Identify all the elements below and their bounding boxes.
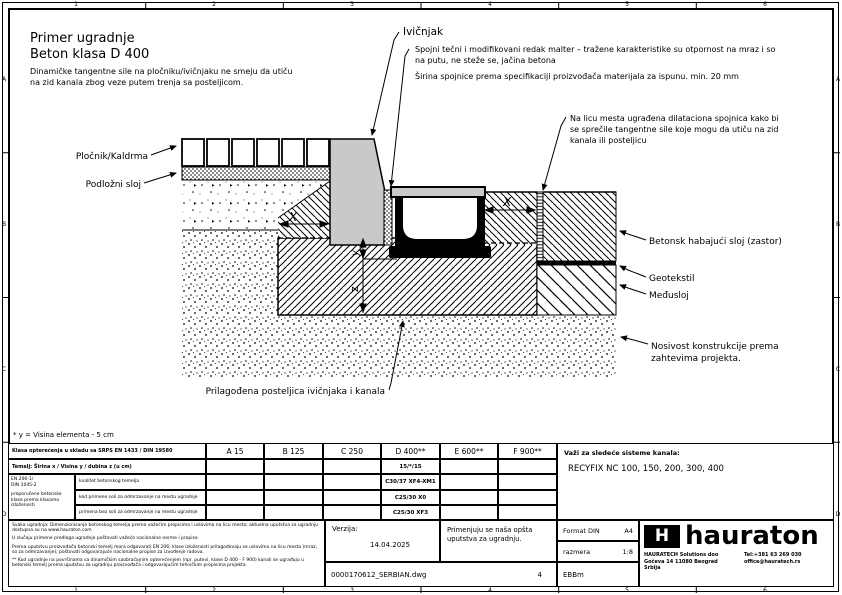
zone-row-label: C [835, 366, 841, 373]
valid-systems-cell [557, 443, 834, 520]
scale-cell [557, 541, 639, 562]
label-nosivost-line2: zahtevima projekta. [651, 354, 741, 364]
concrete-d400-frost: C25/30 XF3 [381, 505, 440, 520]
foundation-dims-d400: 15/*/15 [381, 459, 440, 474]
foundation-dims-header: Temelj: Širina x / Visina y / dubina z (u cm) [8, 459, 206, 474]
empty-cell [498, 490, 557, 505]
empty-cell [323, 490, 381, 505]
label-dilatacija-line3: kanala ili posteljicu [570, 136, 647, 145]
zone-row-label: B [1, 221, 7, 228]
brand-country: Srbija [644, 565, 661, 571]
zone-row-label: D [835, 511, 841, 518]
wearing-course [543, 192, 616, 261]
label-plocnik: Pločnik/Kaldrma [75, 152, 148, 162]
leader-betonsk [620, 231, 646, 240]
disclaimer-paragraph: Svaka ugradnja: Dimenzionisanje betonskog temelja prema važećim propisima i uslovima na licu mesta; aktuelna uputstva za ugradnju dostupna su na www.hauraton.com [12, 523, 319, 534]
empty-cell [440, 474, 498, 490]
disclaimer-paragraph: U slučaju primene predloga ugradnje poštovati važeće nacionalne norme i propise. [12, 536, 200, 542]
class-f900: F 900** [498, 443, 557, 459]
subgrade-bottom [182, 315, 616, 377]
concrete-row-label: kvalitet betonskog temelja [75, 474, 206, 490]
installation-note-line1: Primenjuju se naša opšta [447, 526, 533, 534]
empty-cell [206, 490, 264, 505]
zone-row-label: D [1, 511, 7, 518]
empty-cell [498, 474, 557, 490]
load-class-header: Klasa opterećenja u skladu sa SRPS EN 1433 / DIN 19580 [8, 443, 206, 459]
mortar-joint [384, 190, 392, 245]
label-dilatacija-line1: Na licu mesta ugrađena dilataciona spojnica kako bi [570, 114, 779, 123]
page-title: Primer ugradnje [30, 31, 135, 46]
zone-col-label: 4 [488, 1, 492, 8]
version-label: Verzija: [332, 525, 358, 533]
zone-col-label: 1 [74, 587, 78, 594]
zone-col-label: 3 [350, 1, 354, 8]
class-a15: A 15 [206, 443, 264, 459]
zone-col-label: 2 [212, 587, 216, 594]
standard-line1: EN 206-1/ [11, 477, 34, 482]
class-c250: C 250 [323, 443, 381, 459]
drawing-filename: 0000170612_SERBIAN.dwg [331, 570, 427, 579]
empty-cell [206, 459, 264, 474]
zone-row-label: C [1, 366, 7, 373]
footnote: * y = Visina elementa - 5 cm [13, 431, 114, 439]
leader-dilatacija [543, 117, 566, 190]
version-date: 14.04.2025 [370, 541, 411, 549]
hauraton-logo-icon: H [644, 525, 680, 548]
label-ivicnjak: Ivičnjak [403, 26, 444, 38]
zone-col-label: 4 [488, 587, 492, 594]
empty-cell [323, 505, 381, 520]
zone-col-label: 1 [74, 1, 78, 8]
zone-row-label: B [835, 221, 841, 228]
title-note-line1: Dinamičke tangentne sile na pločniku/ivičnjaku ne smeju da utiču [30, 67, 293, 76]
empty-cell [498, 505, 557, 520]
label-posteljica: Prilagođena posteljica ivičnjaka i kanala [205, 387, 385, 397]
zone-row-label: A [1, 76, 7, 83]
leader-medjusloj [620, 285, 646, 294]
brand-phone: Tel:+381 63 269 030 [744, 552, 802, 558]
drawing-code: EBBm [563, 570, 584, 579]
concrete-row-label: primena bez soli za odmrzavanje na mestu ugradnje [75, 505, 206, 520]
concrete-standard-cell [8, 474, 75, 520]
dim-label-x-right: X [503, 195, 512, 209]
zone-row-label: A [835, 76, 841, 83]
format-label: Format DIN [563, 526, 600, 535]
code-cell [557, 562, 639, 587]
empty-cell [264, 505, 323, 520]
leader-podlozni [144, 173, 176, 183]
class-e600: E 600** [440, 443, 498, 459]
installation-note-line2: uputstva za ugradnju. [447, 535, 522, 543]
scale-label: razmera [563, 547, 591, 556]
filename-cell [325, 562, 557, 587]
zone-col-label: 5 [625, 1, 629, 8]
empty-cell [323, 474, 381, 490]
title-note-line2: na zid kanala zbog veze putem trenja sa posteljicom. [30, 78, 244, 87]
brand-block [639, 520, 834, 587]
zone-col-label: 3 [350, 587, 354, 594]
format-value: A4 [624, 526, 633, 535]
dim-label-z: z [348, 286, 361, 292]
label-spojni-line1: Spojni tečni i modifikovani redak malter – tražene karakteristike su otpornost na mraz i so [415, 45, 776, 54]
zone-col-label: 2 [212, 1, 216, 8]
format-cell [557, 520, 639, 541]
hauraton-logo [644, 521, 829, 551]
channel-interior [403, 197, 477, 239]
concrete-d400-deicing: C25/30 X0 [381, 490, 440, 505]
valid-systems-label: Važi za sledeće sisteme kanala: [564, 449, 680, 457]
standard-note: preporučene betonske klase prema klasama izloženosti [11, 492, 62, 508]
version-cell [325, 520, 440, 562]
brand-company: HAURATECH Solutions doo [644, 552, 719, 558]
geotextile-line [537, 261, 616, 265]
leader-spojni [391, 49, 409, 186]
standard-line2: DIN 1045-2 [11, 482, 37, 488]
leader-nosivost [621, 337, 648, 344]
empty-cell [264, 459, 323, 474]
zone-col-label: 6 [763, 587, 767, 594]
brand-address [644, 552, 829, 572]
label-podlozni: Podložni sloj [85, 180, 141, 190]
zone-col-label: 6 [763, 1, 767, 8]
paving-blocks [182, 139, 329, 166]
hauraton-wordmark: hauraton [685, 521, 819, 551]
scale-value: 1:8 [622, 547, 633, 556]
page-subtitle: Beton klasa D 400 [30, 47, 150, 62]
disclaimer-paragraph: ** Kod ugradnje na površinama sa dinamičkim saobraćajnim opterećenjem (npr. putevi, klase D 400 - F 900) kanali se ugrađuju u betonski temelj prema uputstvu za ugradnju proizvođača i odgovarajućim tehničkim propisima projekta. [12, 558, 304, 569]
curb-stone [330, 139, 385, 245]
installation-note-cell [440, 520, 557, 562]
label-dilatacija-line2: se sprečile tangentne sile koje mogu da utiču na zid [570, 125, 779, 134]
brand-street-city: Gočeva 14 11080 Beograd [644, 558, 718, 565]
concrete-row-label: kod primene soli za odmrzavanje na mestu ugradnje [75, 490, 206, 505]
empty-cell [264, 474, 323, 490]
label-betonsk: Betonsk habajući sloj (zastor) [649, 237, 782, 247]
sheet-number: 4 [537, 570, 542, 579]
dim-label-y: y [350, 250, 361, 256]
dim-label-x-left: X [289, 210, 298, 224]
empty-cell [323, 459, 381, 474]
valid-systems-value: RECYFIX NC 100, 150, 200, 300, 400 [568, 464, 724, 474]
leader-plocnik [151, 146, 176, 155]
disclaimer-block [8, 520, 325, 587]
disclaimer-paragraph: Prema uputstvu proizvođača betonski temelj mora odgovarati EN 206; klase izloženosti prilagođavaju se uslovima na licu mesta (mraz, so za odmrzavanje); poštovati odgovarajuće nacionalne propise za izvođenje radova. [12, 544, 318, 555]
interlayer [537, 265, 616, 315]
zone-col-label: 5 [625, 587, 629, 594]
empty-cell [498, 459, 557, 474]
concrete-d400-foundation: C30/37 XF4-XM1 [381, 474, 440, 490]
bedding-strip [182, 167, 330, 180]
label-medjusloj: Međusloj [649, 291, 689, 301]
empty-cell [264, 490, 323, 505]
class-b125: B 125 [264, 443, 323, 459]
label-spojni-line3: Širina spojnice prema specifikaciji proizvođača materijala za ispunu. min. 20 mm [415, 72, 739, 81]
empty-cell [440, 459, 498, 474]
leader-geotekstil [620, 266, 646, 277]
leader-ivicnjak [372, 32, 399, 135]
channel-grating [391, 187, 485, 197]
class-d400: D 400** [381, 443, 440, 459]
dilatation-joint [537, 192, 543, 261]
empty-cell [206, 474, 264, 490]
empty-cell [440, 505, 498, 520]
brand-email: office@hauratech.rs [744, 558, 801, 565]
label-spojni-line2: na putu, ne steže se, jačina betona [415, 56, 556, 65]
empty-cell [206, 505, 264, 520]
label-geotekstil: Geotekstil [649, 274, 695, 284]
empty-cell [440, 490, 498, 505]
label-nosivost-line1: Nosivost konstrukcije prema [651, 342, 779, 352]
